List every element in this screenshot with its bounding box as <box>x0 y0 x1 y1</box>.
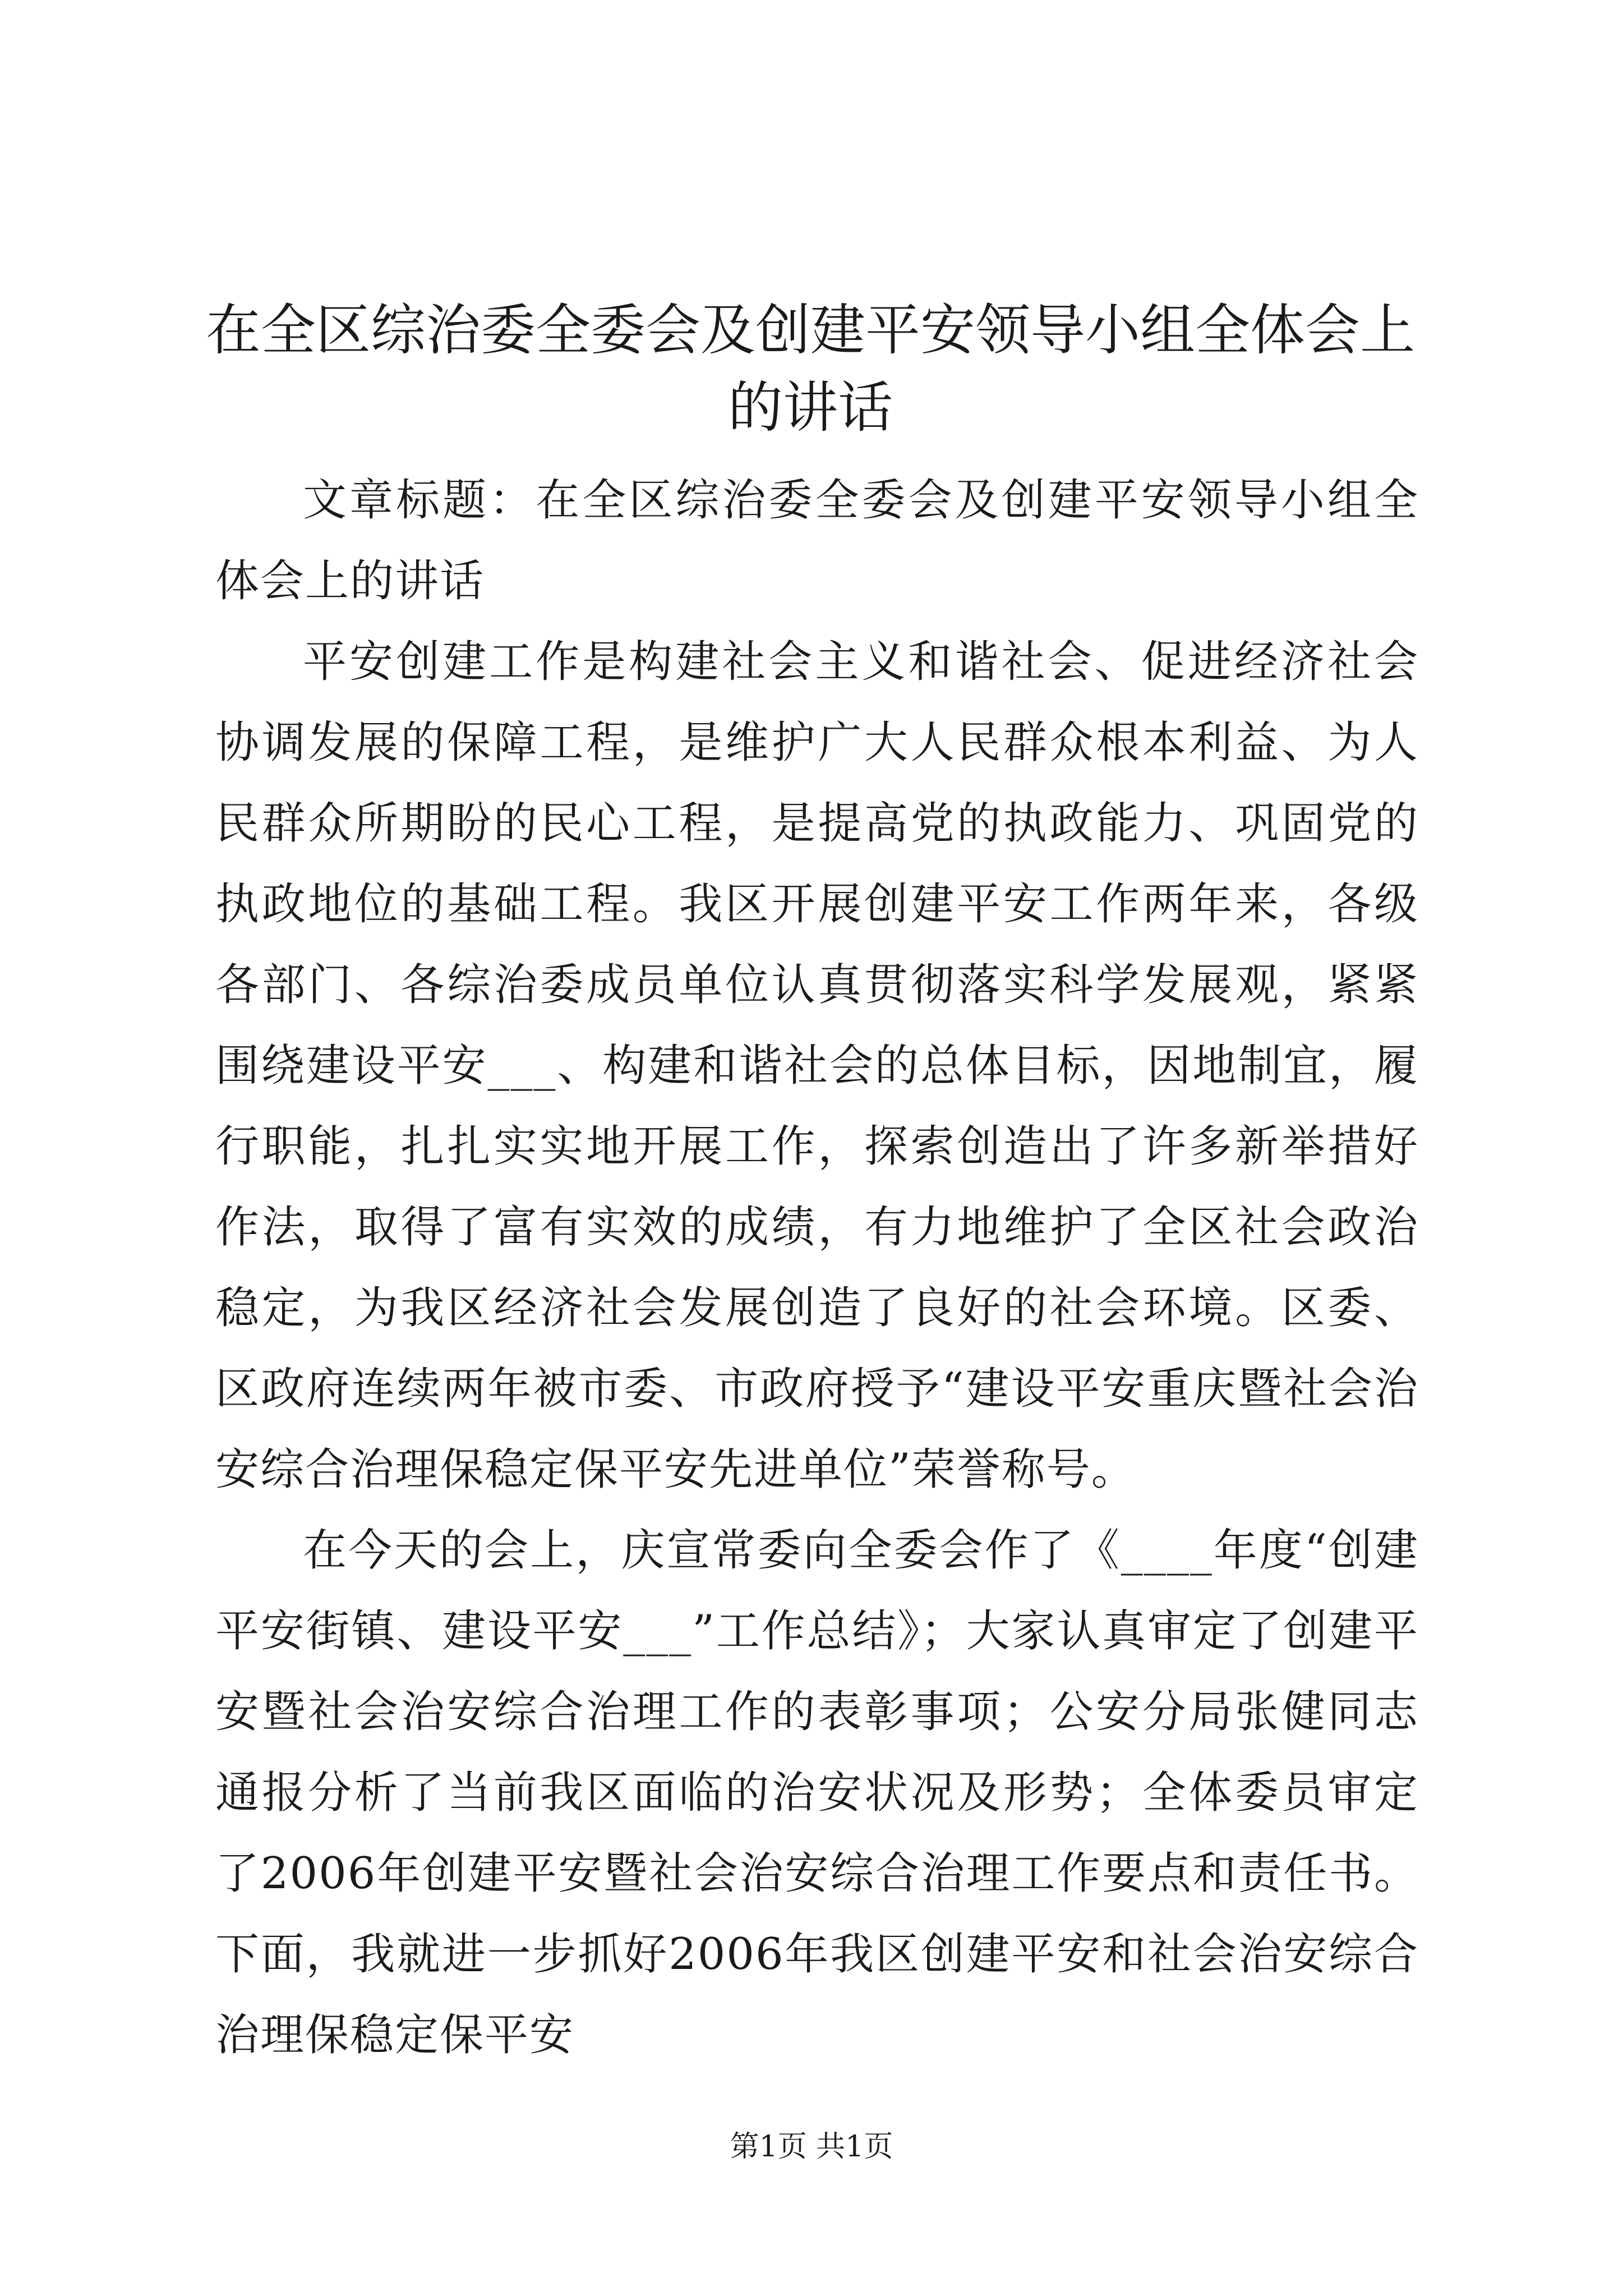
document-body <box>215 460 1419 2076</box>
paragraph-intro: 平安创建工作是构建社会主义和谐社会、促进经济社会协调发展的保障工程，是维护广大人民群众根本利益、为人民群众所期盼的民心工程，是提高党的执政能力、巩固党的执政地位的基础工程。我区开展创建平安工作两年来，各级各部门、各综治委成员单位认真贯彻落实科学发展观，紧紧围绕建设平安___、构建和谐社会的总体目标，因地制宜，履行职能，扎扎实实地开展工作，探索创造出了许多新举措好作法，取得了富有实效的成绩，有力地维护了全区社会政治稳定，为我区经济社会发展创造了良好的社会环境。区委、区政府连续两年被市委、市政府授予“建设平安重庆暨社会治安综合治理保稳定保平安先进单位”荣誉称号。 <box>215 637 1419 1495</box>
paragraph-article-title: 文章标题：在全区综治委全委会及创建平安领导小组全体会上的讲话 <box>215 475 1419 606</box>
document-title: 在全区综治委全委会及创建平安领导小组全体会上的讲话 <box>205 298 1415 440</box>
paragraph-meeting: 在今天的会上，庆宣常委向全委会作了《____年度“创建平安街镇、建设平安___”工作总结》；大家认真审定了创建平安暨社会治安综合治理工作的表彰事项；公安分局张健同志通报分析了当前我区面临的治安状况及形势；全体委员审定了2006年创建平安暨社会治安综合治理工作要点和责任书。下面，我就进一步抓好2006年我区创建平安和社会治安综合治理保稳定保平安 <box>215 1525 1419 2060</box>
page-footer: 第1页 共1页 <box>730 2130 893 2164</box>
